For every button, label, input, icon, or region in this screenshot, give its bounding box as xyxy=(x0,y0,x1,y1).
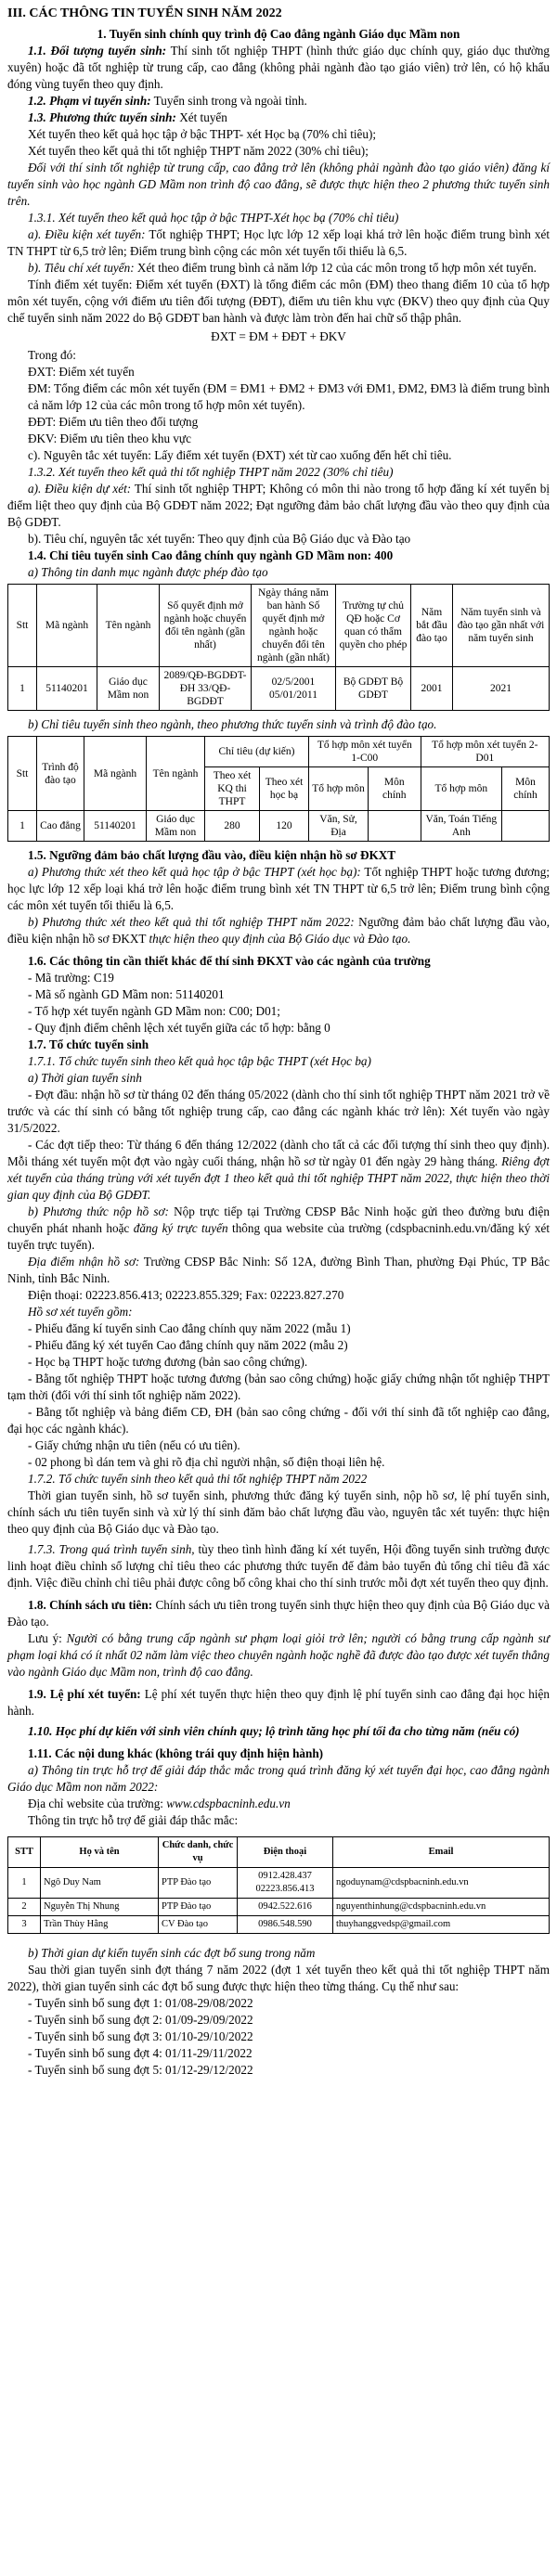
table-cell: 2089/QĐ-BGDĐT-ĐH 33/QĐ-BGDĐT xyxy=(160,667,252,711)
table-cell: Giáo dục Mầm non xyxy=(147,811,205,842)
s14b-label: b) Chỉ tiêu tuyển sinh theo ngành, theo phương thức tuyển sinh và trình độ đào tạo. xyxy=(28,717,437,731)
table-header-cell: Theo xét học bạ xyxy=(260,767,309,811)
table-cell: 120 xyxy=(260,811,309,842)
table-cell: 1 xyxy=(8,1868,41,1899)
s12-paragraph xyxy=(7,93,550,109)
s131b-label: b). Tiêu chí xét tuyển: xyxy=(28,261,135,275)
list-item: - Bằng tốt nghiệp và bảng điểm CĐ, ĐH (bản sao công chứng - đối với thí sinh đã tốt nghiệp cao đẳng, đại học các ngành khác). xyxy=(7,1405,550,1436)
table-row xyxy=(8,1868,550,1899)
table-header-cell: Email xyxy=(333,1837,550,1868)
table-header-cell: Môn chính xyxy=(368,767,421,811)
list-item: - Tổ hợp xét tuyển ngành GD Mầm non: C00; D01; xyxy=(28,1004,280,1018)
s15b-label: b) Phương thức xét theo kết quả thi tốt nghiệp THPT năm 2022: xyxy=(28,915,355,929)
s111-heading: 1.11. Các nội dung khác (không trái quy định hiện hành) xyxy=(28,1746,324,1760)
website-link[interactable]: www.cdspbacninh.edu.vn xyxy=(166,1797,291,1810)
s18-note-label: Lưu ý: xyxy=(28,1631,67,1645)
s131c-paragraph: c). Nguyên tắc xét tuyển: Lấy điểm xét tuyển (ĐXT) xét từ cao xuống đến hết chỉ tiêu. xyxy=(28,448,452,462)
s131b-text: Xét theo điểm trung bình cả năm lớp 12 của các môn trong tổ hợp môn xét tuyển. xyxy=(134,261,537,275)
table-header-cell: Tên ngành xyxy=(97,585,160,667)
table-header-row xyxy=(8,585,550,667)
s16-heading: 1.6. Các thông tin cần thiết khác để thí sinh ĐKXT vào các ngành của trường xyxy=(28,954,431,968)
table-cell: ngoduynam@cdspbacninh.edu.vn xyxy=(333,1868,550,1899)
dot2-paragraph xyxy=(7,1137,550,1204)
table-header-cell: Tổ hợp môn xyxy=(309,767,369,811)
method-2: Xét tuyển theo kết quả thi tốt nghiệp THPT năm 2022 (30% chỉ tiêu); xyxy=(28,144,369,158)
table-row xyxy=(8,1916,550,1934)
table-cell: Bộ GDĐT Bộ GDĐT xyxy=(336,667,411,711)
table-header-cell: Họ và tên xyxy=(41,1837,159,1868)
s18-note-text: Người có bằng trung cấp ngành sư phạm loại giỏi trở lên; người có bằng trung cấp ngành sư phạm loại khá có ít nhất 02 năm làm việc theo chuyên ngành hoặc nghề đã được đào tạo được xét tuyển thẳng vào ngành Giáo dục Mầm non, trình độ cao đẳng. xyxy=(7,1631,550,1679)
s132b-paragraph: b). Tiêu chí, nguyên tắc xét tuyển: Theo quy định của Bộ Giáo dục và Đào tạo xyxy=(28,532,411,546)
table-header-cell: Chỉ tiêu (dự kiến) xyxy=(205,737,309,767)
table-row xyxy=(8,811,550,842)
quota-table xyxy=(7,736,550,842)
list-item: - Học bạ THPT hoặc tương đương (bản sao công chứng). xyxy=(28,1355,308,1369)
method-note: Đối với thí sinh tốt nghiệp từ trung cấp, cao đẳng trở lên (không phải ngành đào tạo giáo viên) đăng kí tuyển sinh vào học ngành GD Mầm non trình độ cao đẳng, sẽ được thực hiện theo 2 phương thức tuyển sinh trên. xyxy=(7,161,550,208)
table-cell: 2001 xyxy=(411,667,453,711)
s172-paragraph: Thời gian tuyển sinh, hồ sơ tuyển sinh, phương thức đăng ký tuyển sinh, nộp hồ sơ, lệ phí tuyển sinh, chính sách ưu tiên tuyển sinh và xử lý thí sinh đăm bảo chất lượng đầu vào, nguyên tắc xét tuyển: thực hiện theo quy định của Bộ Giáo dục và Đào tạo. xyxy=(7,1488,550,1536)
table-header-cell: Trình độ đào tạo xyxy=(37,737,84,811)
s19-label: 1.9. Lệ phí xét tuyển: xyxy=(28,1687,141,1701)
s14a-label: a) Thông tin danh mục ngành được phép đào tạo xyxy=(28,565,268,579)
table-cell: PTP Đào tạo xyxy=(159,1868,238,1899)
formula: ĐXT = ĐM + ĐĐT + ĐKV xyxy=(211,329,346,343)
s18-text: Chính sách ưu tiên trong tuyển sinh thực hiện theo quy định của Bộ Giáo dục và Đào tạo. xyxy=(7,1598,550,1629)
s12-text: Tuyển sinh trong và ngoài tỉnh. xyxy=(150,94,307,108)
table-cell: 1 xyxy=(8,667,37,711)
table-header-cell: Năm tuyển sinh và đào tạo gần nhất với năm tuyển sinh xyxy=(453,585,550,667)
phone-line: Điện thoại: 02223.856.413; 02223.855.329; Fax: 02223.827.270 xyxy=(28,1288,344,1302)
method-1: Xét tuyển theo kết quả học tập ở bậc THPT- xét Học bạ (70% chỉ tiêu); xyxy=(28,127,377,141)
s15a-paragraph xyxy=(7,864,550,914)
table-header-cell: Mã ngành xyxy=(37,585,97,667)
table-header-cell: Tổ hợp môn xyxy=(421,767,501,811)
table-header-cell: Ngày tháng năm ban hành Số quyết định mở ngành hoặc chuyển đổi tên ngành (gần nhất) xyxy=(252,585,336,667)
list-item: - 02 phong bì dán tem và ghi rõ địa chỉ người nhận, số điện thoại liên hệ. xyxy=(28,1455,385,1469)
table-cell: Văn, Toán Tiếng Anh xyxy=(421,811,501,842)
list-item: - Mã trường: C19 xyxy=(28,971,114,985)
table-header-cell: Theo xét KQ thi THPT xyxy=(205,767,260,811)
table-header-row xyxy=(8,737,550,767)
s171b-text: Nộp trực tiếp tại Trường CĐSP Bắc Ninh hoặc gửi theo đường bưu điện chuyển phát nhanh hoặc xyxy=(7,1204,550,1235)
s171b-text2: thông qua website của trường (cdspbacninh.edu.vn/đăng ký xét tuyển trực tuyến). xyxy=(7,1221,550,1252)
table-header-cell: Stt xyxy=(8,737,37,811)
s172-heading: 1.7.2. Tổ chức tuyển sinh theo kết quả thi tốt nghiệp THPT năm 2022 xyxy=(28,1472,368,1486)
s171b-italic: đăng ký trực tuyến xyxy=(133,1221,228,1235)
s131a-label: a). Điều kiện xét tuyển: xyxy=(28,227,146,241)
address-text: Trường CĐSP Bắc Ninh: Số 12A, đường Bình Than, phường Đại Phúc, TP Bắc Ninh, tỉnh Bắc Ninh. xyxy=(7,1255,551,1285)
page-title: III. CÁC THÔNG TIN TUYỂN SINH NĂM 2022 xyxy=(7,6,282,20)
table-cell: 51140201 xyxy=(84,811,147,842)
section-1-heading: 1. Tuyển sinh chính quy trình độ Cao đẳng ngành Giáo dục Mầm non xyxy=(97,27,460,41)
s18-label: 1.8. Chính sách ưu tiên: xyxy=(28,1598,153,1612)
s13-label: 1.3. Phương thức tuyển sinh: xyxy=(28,110,176,124)
list-item: - Tuyển sinh bổ sung đợt 2: 01/09-29/09/2022 xyxy=(28,2013,253,2027)
s110-paragraph: 1.10. Học phí dự kiến với sinh viên chính quy; lộ trình tăng học phí tối đa cho từng năm (nếu có) xyxy=(28,1724,520,1738)
table-cell: 2 xyxy=(8,1899,41,1916)
s18-note xyxy=(7,1630,550,1681)
s17-heading: 1.7. Tổ chức tuyển sinh xyxy=(28,1037,149,1051)
list-item: - Tuyển sinh bổ sung đợt 1: 01/08-29/08/2022 xyxy=(28,1996,253,2010)
contact-table xyxy=(7,1836,550,1934)
table-header-cell: STT xyxy=(8,1837,41,1868)
list-item: - Tuyển sinh bổ sung đợt 5: 01/12-29/12/2022 xyxy=(28,2063,253,2077)
s173-label: 1.7.3. Trong quá trình tuyển sinh, xyxy=(28,1542,195,1556)
table-cell xyxy=(502,811,550,842)
table-cell: 02/5/2001 05/01/2011 xyxy=(252,667,336,711)
table-cell: Giáo dục Mầm non xyxy=(97,667,160,711)
table-cell: PTP Đào tạo xyxy=(159,1899,238,1916)
table-cell: Văn, Sử, Địa xyxy=(309,811,369,842)
s15b-italic: thực hiện theo quy định của Bộ Giáo dục và Đào tạo. xyxy=(149,932,411,946)
table-cell: CV Đào tạo xyxy=(159,1916,238,1934)
s132a-paragraph xyxy=(7,481,550,531)
dot1-paragraph: - Đợt đầu: nhận hồ sơ từ tháng 02 đến tháng 05/2022 (dành cho thí sinh tốt nghiệp THPT năm 2021 trở về trước và các thí sinh có bằng tốt nghiệp trung cấp, cao đẳng các ngành khác trở lên): Xét tuyển vào ngày 31/5/2022. xyxy=(7,1088,550,1135)
table-header-cell: Chức danh, chức vụ xyxy=(159,1837,238,1868)
table-row xyxy=(8,667,550,711)
table-cell: Trần Thùy Hằng xyxy=(41,1916,159,1934)
table-cell: Nguyễn Thị Nhung xyxy=(41,1899,159,1916)
s11-text: Thí sinh tốt nghiệp THPT (hình thức giáo dục chính quy, giáo dục thường xuyên) hoặc đã tốt nghiệp từ trung cấp, cao đẳng (không phải ngành đào tạo giáo viên) trở lên, có hộ khẩu đóng vùng tuyển theo quy định. xyxy=(7,44,550,91)
address-label: Địa điểm nhận hồ sơ: xyxy=(28,1255,140,1269)
s18-paragraph xyxy=(7,1597,550,1630)
s14-heading: 1.4. Chỉ tiêu tuyển sinh Cao đẳng chính quy ngành GD Mầm non: 400 xyxy=(28,548,394,562)
trong-do: Trong đó: xyxy=(28,348,76,362)
s171b-paragraph xyxy=(7,1204,550,1254)
list-item: - Bằng tốt nghiệp THPT hoặc tương đương (bản sao công chứng) hoặc giấy chứng nhận tốt nghiệp THPT tạm thời (đối với thí sinh tốt nghiệp năm 2022). xyxy=(7,1372,550,1402)
table-cell: 280 xyxy=(205,811,260,842)
s15-heading: 1.5. Ngưỡng đảm bảo chất lượng đầu vào, điều kiện nhận hồ sơ ĐKXT xyxy=(28,848,396,862)
dot2-italic: Riêng đợt xét tuyển của tháng trùng với xét tuyển đợt 1 theo kết quả thi tốt nghiệp THPT năm 2022, thực hiện theo thời gian quy định của Bộ GDĐT. xyxy=(7,1154,550,1202)
table-header-cell: Môn chính xyxy=(502,767,550,811)
s13-text: Xét tuyển xyxy=(175,110,227,124)
s13-paragraph xyxy=(7,109,550,126)
hotline-label: Thông tin trực hỗ trợ để giải đáp thắc mắc: xyxy=(28,1813,239,1827)
list-item: - Tuyển sinh bổ sung đợt 4: 01/11-29/11/2022 xyxy=(28,2046,253,2060)
list-item: - Phiếu đăng ký xét tuyển Cao đẳng chính quy năm 2022 (mẫu 2) xyxy=(28,1338,348,1352)
address-paragraph xyxy=(7,1254,550,1287)
hoso-label: Hồ sơ xét tuyển gồm: xyxy=(28,1305,133,1319)
table-header-cell: Mã ngành xyxy=(84,737,147,811)
table-header-cell: Stt xyxy=(8,585,37,667)
s171a-label: a) Thời gian tuyển sinh xyxy=(28,1071,142,1085)
dot2-text: - Các đợt tiếp theo: Từ tháng 6 đến tháng 12/2022 (dành cho tất cả các đối tượng thí sinh theo quy định). Mỗi tháng xét tuyển một đợt vào ngày cuối tháng, nhận hồ sơ từ ngày 01 đến ngày 29 hàng tháng. xyxy=(7,1138,550,1168)
s111a-paragraph: a) Thông tin trực hỗ trợ để giải đáp thắc mắc trong quá trình đăng ký xét tuyển đại học, cao đẳng ngành Giáo dục Mầm non năm 2022: xyxy=(7,1763,550,1794)
table-header-cell: Tên ngành xyxy=(147,737,205,811)
list-item: - Mã số ngành GD Mầm non: 51140201 xyxy=(28,987,225,1001)
table-row xyxy=(8,1899,550,1916)
s11-paragraph xyxy=(7,43,550,93)
s15b-paragraph xyxy=(7,914,550,947)
s111b-paragraph: Sau thời gian tuyển sinh đợt tháng 7 năm 2022 (đợt 1 xét tuyển theo kết quả thi tốt nghiệp THPT năm 2022), thời gian tuyển sinh các đợt bổ sung được thực hiện theo từng tháng. Cụ thể như sau: xyxy=(7,1963,550,1993)
table-cell: 0912.428.437 02223.856.413 xyxy=(238,1868,333,1899)
s111b-label: b) Thời gian dự kiến tuyển sinh các đợt bổ sung trong năm xyxy=(28,1946,316,1960)
table-cell: 51140201 xyxy=(37,667,97,711)
table-header-cell: Số quyết định mở ngành hoặc chuyển đổi tên ngành (gần nhất) xyxy=(160,585,252,667)
table-cell xyxy=(368,811,421,842)
table-cell: nguyenthinhung@cdspbacninh.edu.vn xyxy=(333,1899,550,1916)
table-cell: 1 xyxy=(8,811,37,842)
table-cell: 3 xyxy=(8,1916,41,1934)
s132-heading: 1.3.2. Xét tuyển theo kết quả thi tốt nghiệp THPT năm 2022 (30% chỉ tiêu) xyxy=(28,465,394,479)
table-header-cell: Tổ hợp môn xét tuyển 1-C00 xyxy=(309,737,421,767)
s171b-label: b) Phương thức nộp hồ sơ: xyxy=(28,1204,169,1218)
table-header-cell: Điện thoại xyxy=(238,1837,333,1868)
program-table xyxy=(7,584,550,711)
table-header-cell: Trường tự chủ QĐ hoặc Cơ quan có thẩm quyền cho phép xyxy=(336,585,411,667)
s19-text: Lệ phí xét tuyển thực hiện theo quy định lệ phí tuyển sinh cao đẳng đại học hiện hành. xyxy=(7,1687,550,1718)
def-dkv: ĐKV: Điểm ưu tiên theo khu vực xyxy=(28,431,191,445)
s132a-label: a). Điều kiện dự xét: xyxy=(28,482,132,496)
s131b-paragraph xyxy=(7,260,550,277)
s15a-text: Tốt nghiệp THPT hoặc tương đương; học lực lớp 12 xếp loại khá trở lên hoặc điểm trung bình xét TN THPT từ 6,5 trở lên; Điểm trung bình cộng các môn xét tuyển tối thiểu là 6,5. xyxy=(7,865,550,912)
def-ddt: ĐĐT: Điểm ưu tiên theo đối tượng xyxy=(28,415,199,429)
s19-paragraph xyxy=(7,1686,550,1719)
s131a-paragraph xyxy=(7,226,550,260)
s132a-text: Thí sinh tốt nghiệp THPT; Không có môn thi nào trong tổ hợp đăng kí xét tuyển bị điểm liệt theo quy định của Bộ GDĐT năm 2022; Đạt ngưỡng đảm bảo chất lượng đầu vào theo quy định của Bộ GDĐT. xyxy=(7,482,550,529)
s15a-label: a) Phương thức xét theo kết quả học tập ở bậc THPT (xét học bạ): xyxy=(28,865,361,879)
table-cell: 0942.522.616 xyxy=(238,1899,333,1916)
s173-text: tùy theo tình hình đăng kí xét tuyển, Hội đồng tuyển sinh trường được linh hoạt điều chỉnh số lượng chỉ tiêu theo các phương thức tuyển để đảm bảo tuyển đủ tổng chỉ tiêu đã xác định. Việc điều chỉnh chỉ tiêu phải được công bố công khai cho thí sinh trước mỗi đợt xét tuyển theo quy định. xyxy=(7,1542,550,1590)
s131-heading: 1.3.1. Xét tuyển theo kết quả học tập ở bậc THPT-Xét học bạ (70% chỉ tiêu) xyxy=(28,211,399,225)
s15b-text: Ngưỡng đảm bảo chất lượng đầu vào, điều kiện nhận hồ sơ ĐKXT xyxy=(7,915,550,946)
table-cell: 2021 xyxy=(453,667,550,711)
calc-paragraph: Tính điểm xét tuyển: Điểm xét tuyển (ĐXT) là tổng điểm các môn (ĐM) theo thang điểm 10 của tổ hợp môn xét tuyển, cộng với điểm ưu tiên đối tượng (ĐĐT), điểm ưu tiên khu vực (ĐKV) theo quy định của Quy chế tuyển sinh năm 2022 do Bộ GDĐT ban hành và được làm tròn đến hai chữ số thập phân. xyxy=(7,277,550,325)
table-header-cell: Năm bắt đầu đào tạo xyxy=(411,585,453,667)
website-line xyxy=(7,1796,550,1812)
table-cell: Ngô Duy Nam xyxy=(41,1868,159,1899)
table-header-cell: Tổ hợp môn xét tuyển 2- D01 xyxy=(421,737,549,767)
list-item: - Tuyển sinh bổ sung đợt 3: 01/10-29/10/2022 xyxy=(28,2029,253,2043)
table-cell: Cao đẳng xyxy=(37,811,84,842)
table-cell: 0986.548.590 xyxy=(238,1916,333,1934)
table-cell: thuyhanggvedsp@gmail.com xyxy=(333,1916,550,1934)
list-item: - Quy định điểm chênh lệch xét tuyển giữa các tổ hợp: bằng 0 xyxy=(28,1021,330,1035)
list-item: - Phiếu đăng kí tuyển sinh Cao đẳng chính quy năm 2022 (mẫu 1) xyxy=(28,1321,351,1335)
s131a-text: Tốt nghiệp THPT; Học lực lớp 12 xếp loại khá trở lên hoặc điểm trung bình xét TN THPT từ 6,5 trở lên; Điểm trung bình cộng các môn xét tuyển tối thiểu là 6,5. xyxy=(7,227,550,258)
table-header-row xyxy=(8,1837,550,1868)
def-dm: ĐM: Tổng điểm các môn xét tuyển (ĐM = ĐM1 + ĐM2 + ĐM3 với ĐM1, ĐM2, ĐM3 là điểm trung bình cả năm lớp 12 của các môn trong tổ hợp môn xét tuyển). xyxy=(28,381,550,412)
list-item: - Giấy chứng nhận ưu tiên (nếu có ưu tiên). xyxy=(28,1438,240,1452)
s171-heading: 1.7.1. Tổ chức tuyển sinh theo kết quả học tập bậc THPT (xét Học bạ) xyxy=(28,1054,371,1068)
s173-paragraph xyxy=(7,1541,550,1591)
def-dxt: ĐXT: Điểm xét tuyển xyxy=(28,365,135,379)
website-label: Địa chỉ website của trường: xyxy=(28,1797,167,1810)
s11-label: 1.1. Đối tượng tuyển sinh: xyxy=(28,44,167,58)
s12-label: 1.2. Phạm vi tuyển sinh: xyxy=(28,94,151,108)
